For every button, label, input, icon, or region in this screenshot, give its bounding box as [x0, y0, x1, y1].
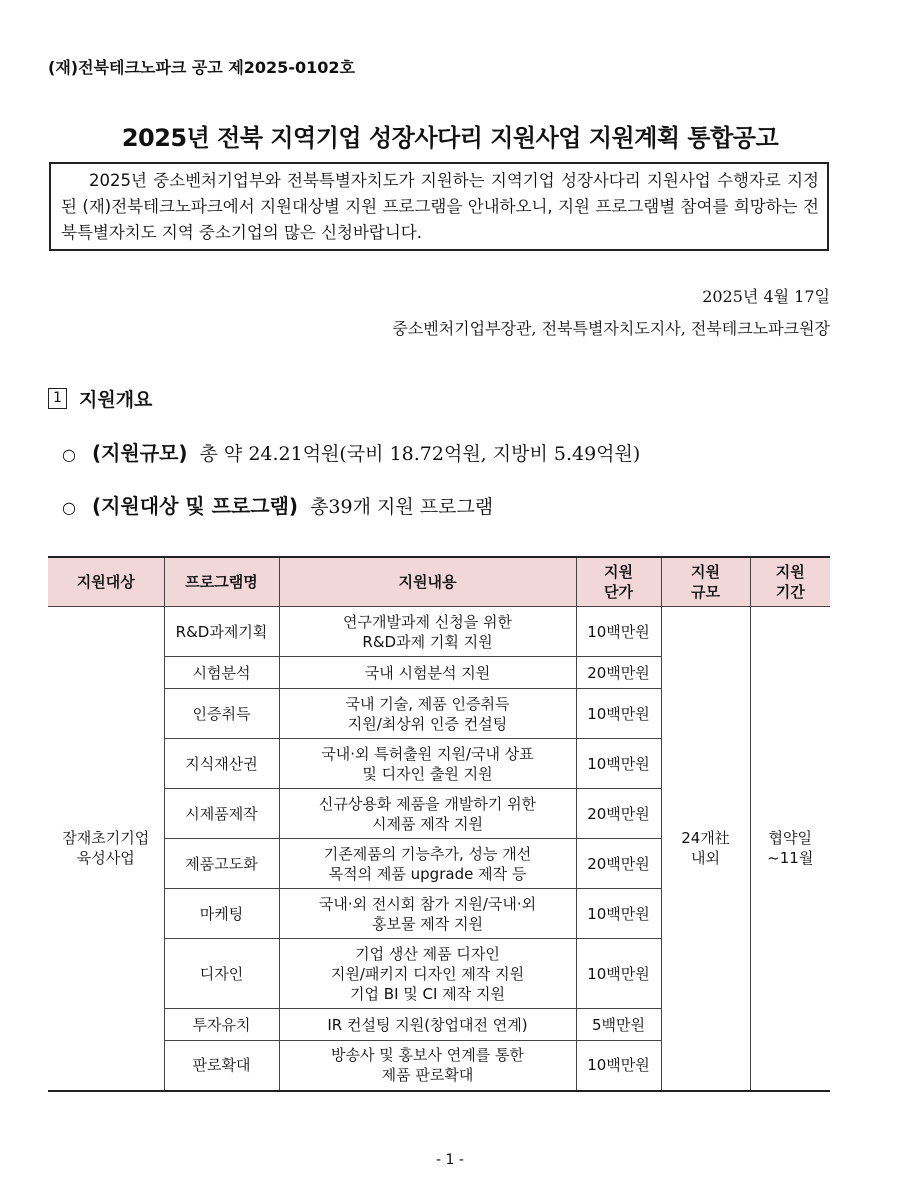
cell-unit-price: 20백만원: [576, 839, 661, 889]
header-unit-price: 지원 단가: [576, 557, 661, 607]
header-scale: 지원 규모: [661, 557, 750, 607]
bullet-support-target: [62, 490, 493, 519]
bullet-circle-icon: ○: [62, 498, 76, 517]
notice-number: (재)전북테크노파크 공고 제2025-0102호: [48, 58, 355, 77]
cell-content: 연구개발과제 신청을 위한 R&D과제 기획 지원: [279, 607, 576, 657]
cell-unit-price: 10백만원: [576, 739, 661, 789]
cell-content: 국내 시험분석 지원: [279, 657, 576, 689]
cell-unit-price: 20백만원: [576, 789, 661, 839]
cell-unit-price: 10백만원: [576, 607, 661, 657]
cell-target: 잠재초기기업 육성사업: [48, 607, 164, 1091]
header-period: 지원 기간: [750, 557, 830, 607]
cell-content: 국내·외 전시회 참가 지원/국내·외 홍보물 제작 지원: [279, 889, 576, 939]
cell-program: 디자인: [164, 939, 279, 1009]
cell-content: 국내·외 특허출원 지원/국내 상표 및 디자인 출원 지원: [279, 739, 576, 789]
cell-content: 신규상용화 제품을 개발하기 위한 시제품 제작 지원: [279, 789, 576, 839]
cell-content: 기업 생산 제품 디자인 지원/패키지 디자인 제작 지원 기업 BI 및 CI 제작 지원: [279, 939, 576, 1009]
section-title-text: 지원개요: [79, 389, 153, 411]
cell-program: 마케팅: [164, 889, 279, 939]
bullet-label: (지원대상 및 프로그램): [91, 494, 299, 518]
section-heading: [48, 385, 152, 412]
cell-unit-price: 10백만원: [576, 689, 661, 739]
cell-program: 제품고도화: [164, 839, 279, 889]
bullet-label: (지원규모): [91, 441, 188, 465]
cell-period: 협약일 ~11월: [750, 607, 830, 1091]
cell-unit-price: 10백만원: [576, 1041, 661, 1091]
header-program: 프로그램명: [164, 557, 279, 607]
page-title: 2025년 전북 지역기업 성장사다리 지원사업 지원계획 통합공고: [121, 124, 779, 152]
table-row: [48, 607, 830, 657]
cell-program: 시제품제작: [164, 789, 279, 839]
cell-unit-price: 10백만원: [576, 939, 661, 1009]
intro-box: 2025년 중소벤처기업부와 전북특별자치도가 지원하는 지역기업 성장사다리 지원사업 수행자로 지정된 (재)전북테크노파크에서 지원대상별 지원 프로그램을 안내하오니, 지원 프로그램별 참여를 희망하는 전북특별자치도 지역 중소기업의 많은 신청바랍니다.: [49, 162, 829, 251]
table-header-row: [48, 557, 830, 607]
header-content: 지원내용: [279, 557, 576, 607]
section-number-box: 1: [48, 388, 67, 409]
cell-unit-price: 5백만원: [576, 1009, 661, 1041]
bullet-value: 총39개 지원 프로그램: [310, 496, 494, 518]
cell-content: 기존제품의 기능추가, 성능 개선 목적의 제품 upgrade 제작 등: [279, 839, 576, 889]
cell-unit-price: 10백만원: [576, 889, 661, 939]
page-number: - 1 -: [436, 1152, 464, 1168]
announcement-date: 2025년 4월 17일: [702, 287, 830, 306]
cell-program: R&D과제기획: [164, 607, 279, 657]
cell-content: IR 컨설팅 지원(창업대전 연계): [279, 1009, 576, 1041]
issuer-line: 중소벤처기업부장관, 전북특별자치도지사, 전북테크노파크원장: [392, 319, 830, 338]
bullet-circle-icon: ○: [62, 445, 76, 464]
cell-unit-price: 20백만원: [576, 657, 661, 689]
cell-program: 지식재산권: [164, 739, 279, 789]
cell-content: 방송사 및 홍보사 연계를 통한 제품 판로확대: [279, 1041, 576, 1091]
cell-content: 국내 기술, 제품 인증취득 지원/최상위 인증 컨설팅: [279, 689, 576, 739]
bullet-value: 총 약 24.21억원(국비 18.72억원, 지방비 5.49억원): [199, 443, 641, 465]
cell-program: 인증취득: [164, 689, 279, 739]
bullet-support-scale: [62, 437, 640, 466]
cell-program: 시험분석: [164, 657, 279, 689]
program-table: [48, 556, 830, 1092]
cell-scale: 24개社 내외: [661, 607, 750, 1091]
header-target: 지원대상: [48, 557, 164, 607]
cell-program: 판로확대: [164, 1041, 279, 1091]
cell-program: 투자유치: [164, 1009, 279, 1041]
